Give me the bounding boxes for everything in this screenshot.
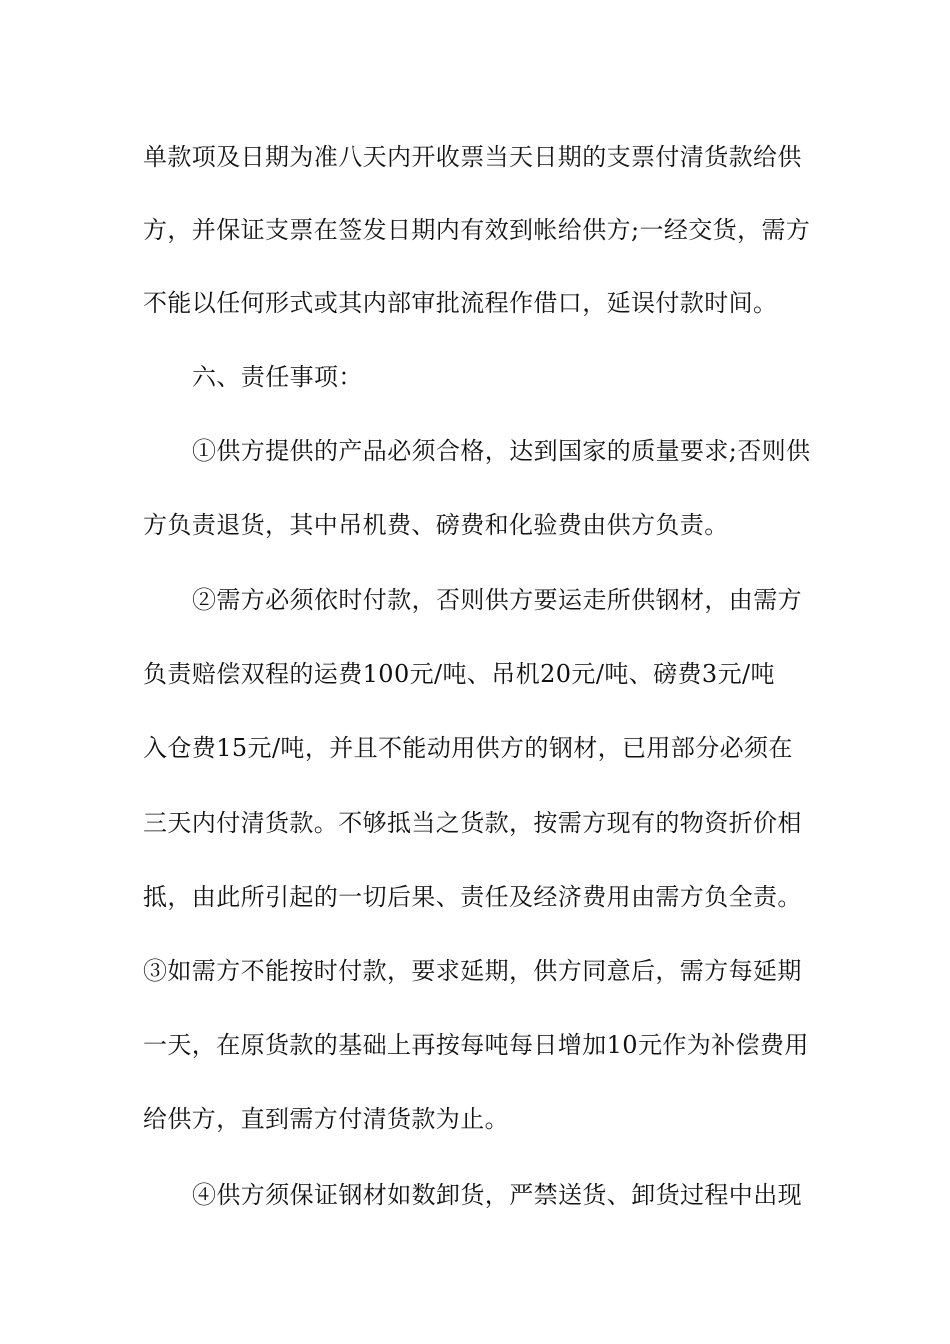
- text-line: 一天，在原货款的基础上再按每吨每日增加10元作为补偿费用: [143, 1031, 809, 1059]
- text-line: ②需方必须依时付款，否则供方要运走所供钢材，由需方: [192, 586, 802, 614]
- text-line: 入仓费15元/吨，并且不能动用供方的钢材，已用部分必须在: [143, 734, 793, 762]
- text-line: 方，并保证支票在签发日期内有效到帐给供方;一经交货，需方: [143, 216, 811, 244]
- text-line: 单款项及日期为准八天内开收票当天日期的支票付清货款给供: [143, 143, 802, 171]
- section-heading: 六、责任事项：: [192, 363, 363, 391]
- text-line: 方负责退货，其中吊机费、磅费和化验费由供方负责。: [143, 511, 729, 539]
- text-line: 负责赔偿双程的运费100元/吨、吊机20元/吨、磅费3元/吨: [143, 660, 775, 688]
- text-line: ④供方须保证钢材如数卸货，严禁送货、卸货过程中出现: [192, 1181, 802, 1209]
- text-line: 不能以任何形式或其内部审批流程作借口，延误付款时间。: [143, 289, 778, 317]
- text-line: 给供方，直到需方付清货款为止。: [143, 1105, 509, 1133]
- text-line: ③如需方不能按时付款，要求延期，供方同意后，需方每延期: [143, 957, 802, 985]
- text-line: ①供方提供的产品必须合格，达到国家的质量要求;否则供: [192, 437, 811, 465]
- text-line: 三天内付清货款。不够抵当之货款，按需方现有的物资折价相: [143, 809, 802, 837]
- text-line: 抵，由此所引起的一切后果、责任及经济费用由需方负全责。: [143, 883, 802, 911]
